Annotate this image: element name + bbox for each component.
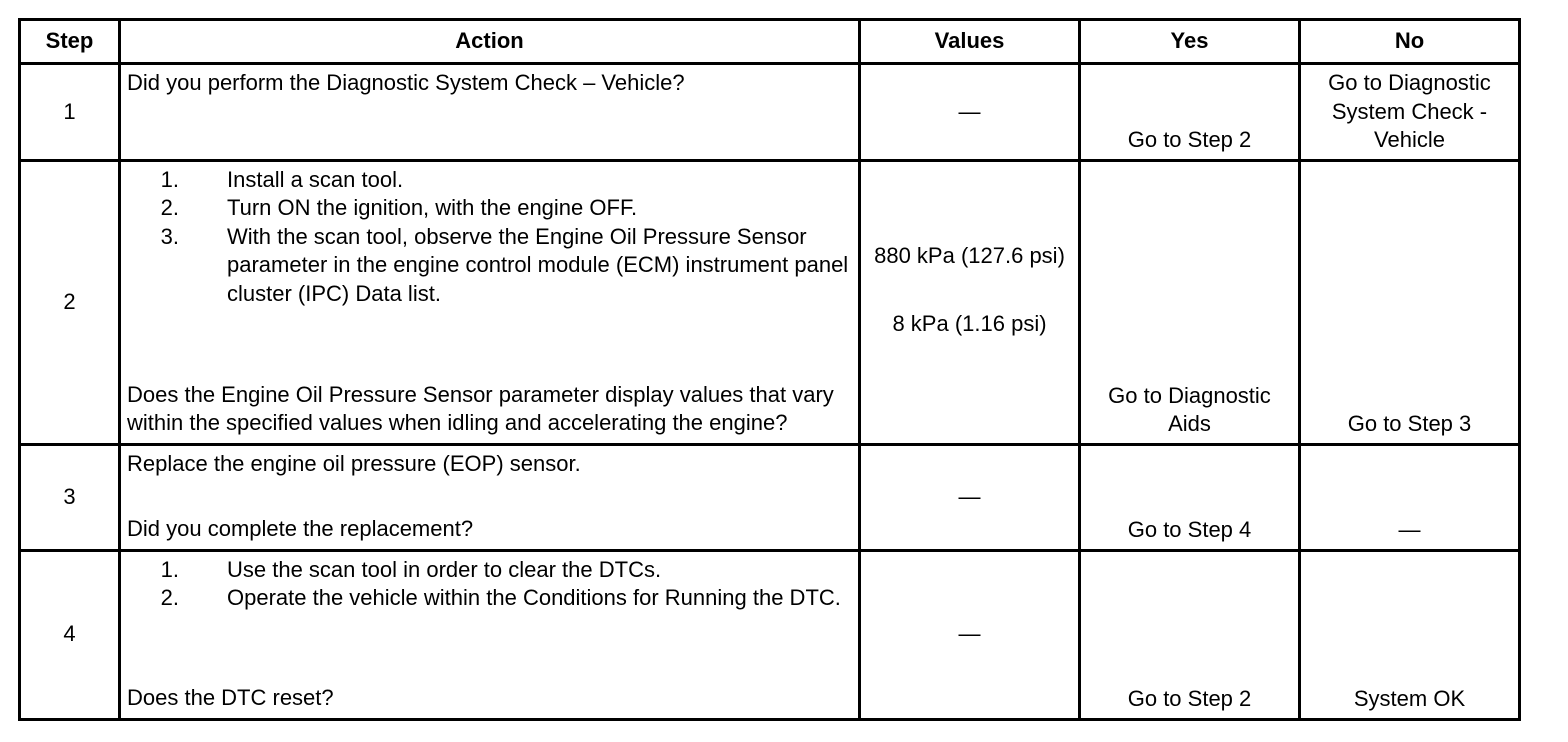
substep-text: Operate the vehicle within the Conditions for Running the DTC. (227, 585, 841, 610)
list-item (127, 584, 850, 613)
header-step: Step (20, 20, 120, 64)
action-question: Does the DTC reset? (127, 685, 334, 710)
substep-text: With the scan tool, observe the Engine Oil Pressure Sensor parameter in the engine control module (ECM) instrument panel cluster (IPC) Data list. (227, 223, 849, 306)
header-action: Action (120, 20, 860, 64)
no-cell: System OK (1300, 550, 1520, 719)
table-row (20, 64, 1520, 161)
diagnostic-table (18, 18, 1521, 721)
header-values: Values (860, 20, 1080, 64)
header-yes: Yes (1080, 20, 1300, 64)
values-cell: — (860, 550, 1080, 719)
substep-text: Turn ON the ignition, with the engine OFF. (227, 195, 638, 220)
yes-cell: Go to Step 2 (1080, 64, 1300, 161)
no-cell: — (1300, 444, 1520, 550)
value-max: 880 kPa (127.6 psi) (874, 242, 1065, 268)
header-no: No (1300, 20, 1520, 64)
yes-cell: Go to Step 2 (1080, 550, 1300, 719)
table-row (20, 160, 1520, 444)
table-row (20, 444, 1520, 550)
no-cell: Go to Diagnostic System Check - Vehicle (1300, 64, 1520, 161)
values-cell (860, 160, 1080, 444)
action-cell (120, 444, 860, 550)
substep-number: 1. (160, 166, 179, 192)
action-question: Did you complete the replacement? (127, 516, 474, 541)
values-cell: — (860, 64, 1080, 161)
action-cell (120, 550, 860, 719)
step-number: 2 (20, 160, 120, 444)
no-cell: Go to Step 3 (1300, 160, 1520, 444)
list-item (127, 166, 850, 195)
substep-number: 2. (160, 195, 179, 220)
list-item (127, 556, 850, 585)
step-number: 1 (20, 64, 120, 161)
value-min: 8 kPa (1.16 psi) (892, 311, 1047, 336)
action-instruction: Replace the engine oil pressure (EOP) sensor. (127, 450, 581, 476)
action-question: Did you perform the Diagnostic System Check – Vehicle? (127, 70, 685, 95)
action-question: Does the Engine Oil Pressure Sensor parameter display values that vary within the specified values when idling and accelerating the engine? (127, 381, 834, 435)
list-item (127, 194, 850, 223)
header-row (20, 20, 1520, 64)
substep-list (127, 166, 850, 309)
substep-number: 2. (160, 585, 179, 610)
yes-cell: Go to Diagnostic Aids (1080, 160, 1300, 444)
substep-text: Install a scan tool. (227, 166, 404, 192)
table-row (20, 550, 1520, 719)
yes-cell: Go to Step 4 (1080, 444, 1300, 550)
step-number: 3 (20, 444, 120, 550)
values-cell: — (860, 444, 1080, 550)
action-cell (120, 160, 860, 444)
substep-text: Use the scan tool in order to clear the DTCs. (227, 556, 662, 582)
action-cell (120, 64, 860, 161)
substep-list (127, 556, 850, 613)
substep-number: 3. (160, 223, 179, 249)
step-number: 4 (20, 550, 120, 719)
list-item (127, 223, 850, 309)
substep-number: 1. (160, 556, 179, 582)
